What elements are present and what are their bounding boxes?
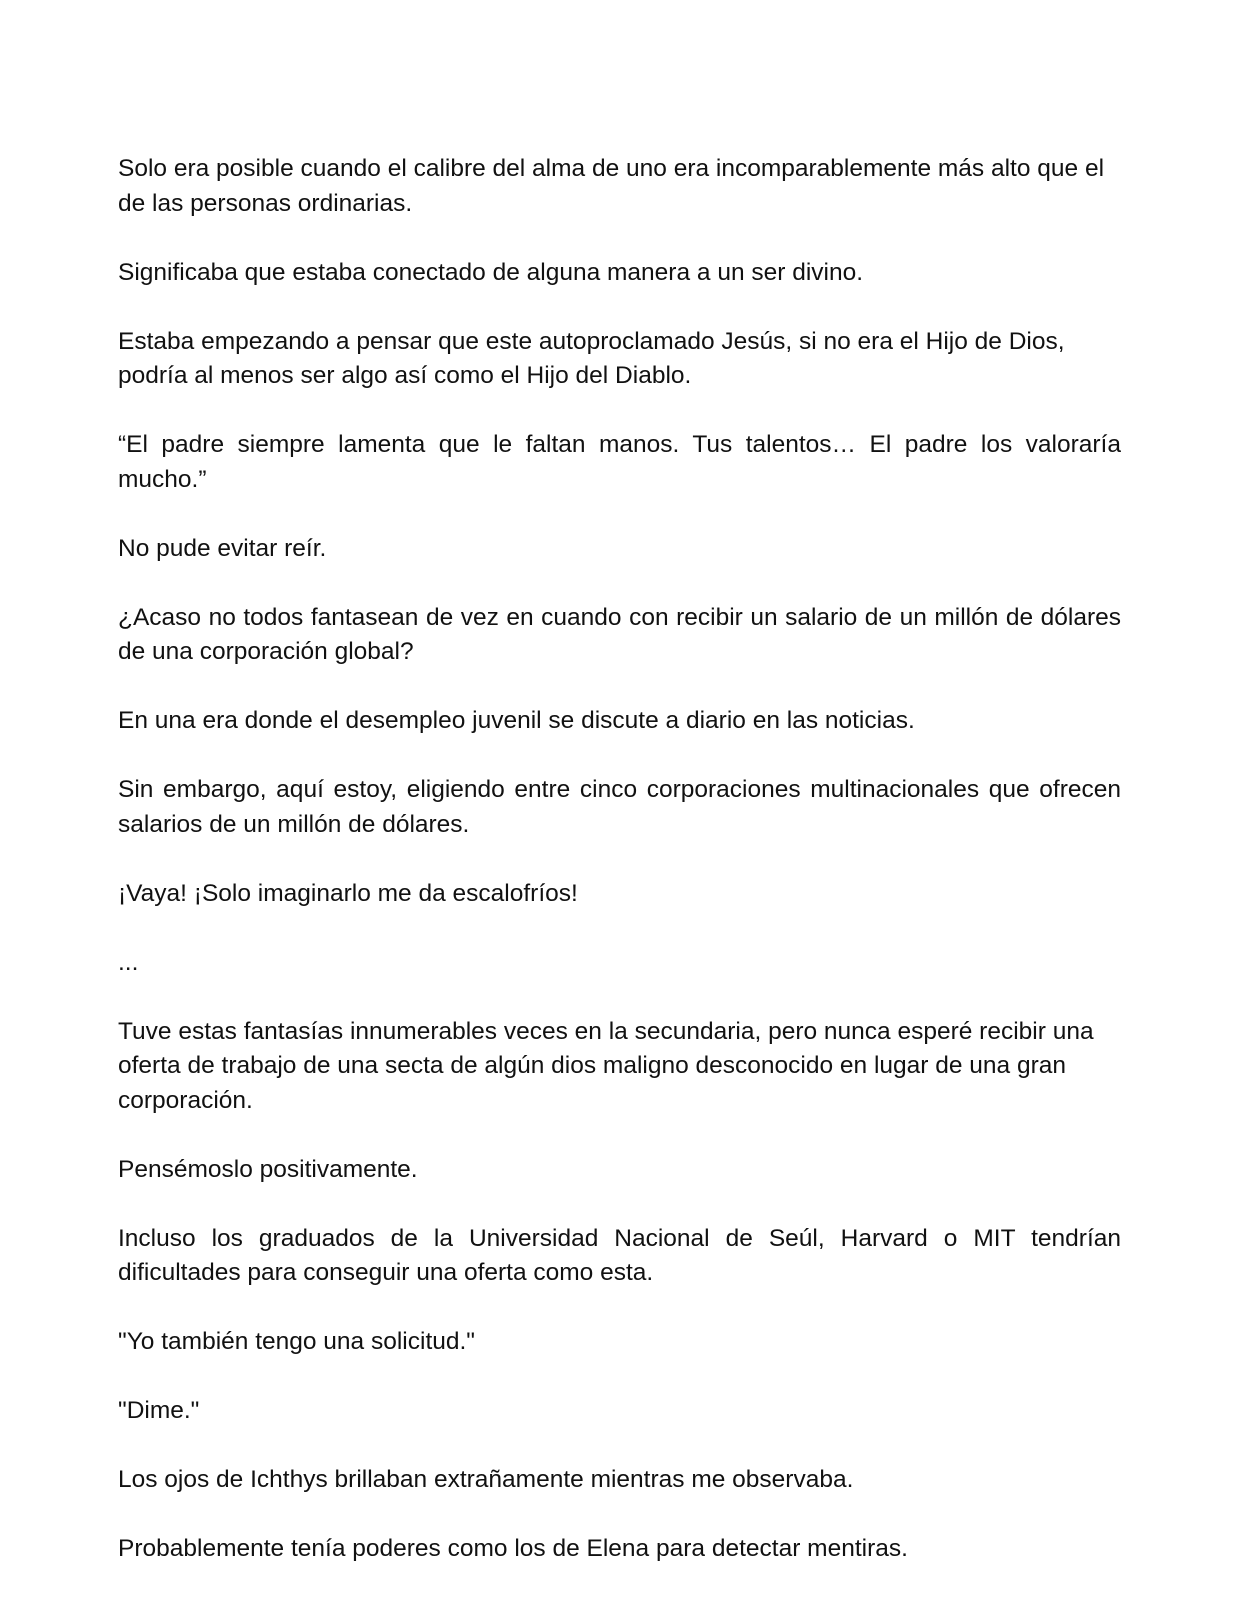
- paragraph: Pensémoslo positivamente.: [118, 1155, 418, 1183]
- paragraph: "Yo también tengo una solicitud.": [118, 1328, 476, 1355]
- paragraph: Tuve estas fantasías innumerables veces en la secundaria, pero nunca esperé recibir una oferta de trabajo de una secta de algún dios maligno desconocido en lugar de una gran corporación.: [118, 1017, 1094, 1114]
- paragraph: Estaba empezando a pensar que este autoproclamado Jesús, si no era el Hijo de Dios, podría al menos ser algo así como el Hijo del Diablo.: [118, 327, 1065, 389]
- paragraph: "Dime.": [118, 1397, 200, 1424]
- paragraph: Solo era posible cuando el calibre del alma de uno era incomparablemente más alto que el de las personas ordinarias.: [118, 155, 1105, 217]
- paragraph: Probablemente tenía poderes como los de Elena para detectar mentiras.: [118, 1535, 908, 1562]
- paragraph: ¿Acaso no todos fantasean de vez en cuando con recibir un salario de un millón de dólares de una corporación global?: [118, 603, 1121, 665]
- paragraph: Los ojos de Ichthys brillaban extrañamente mientras me observaba.: [118, 1466, 854, 1493]
- paragraph: “El padre siempre lamenta que le faltan manos. Tus talentos… El padre los valoraría mucho.”: [118, 431, 1121, 493]
- paragraph: No pude evitar reír.: [118, 534, 327, 562]
- paragraph: ¡Vaya! ¡Solo imaginarlo me da escalofríos!: [118, 879, 578, 907]
- paragraph: Incluso los graduados de la Universidad Nacional de Seúl, Harvard o MIT tendrían dificultades para conseguir una oferta como esta.: [118, 1224, 1121, 1286]
- paragraph: Significaba que estaba conectado de alguna manera a un ser divino.: [118, 258, 864, 286]
- paragraph: Sin embargo, aquí estoy, eligiendo entre cinco corporaciones multinacionales que ofrecen salarios de un millón de dólares.: [118, 776, 1121, 838]
- paragraph: ...: [118, 948, 139, 976]
- paragraph: En una era donde el desempleo juvenil se discute a diario en las noticias.: [118, 707, 915, 734]
- document-body: [118, 152, 1121, 1601]
